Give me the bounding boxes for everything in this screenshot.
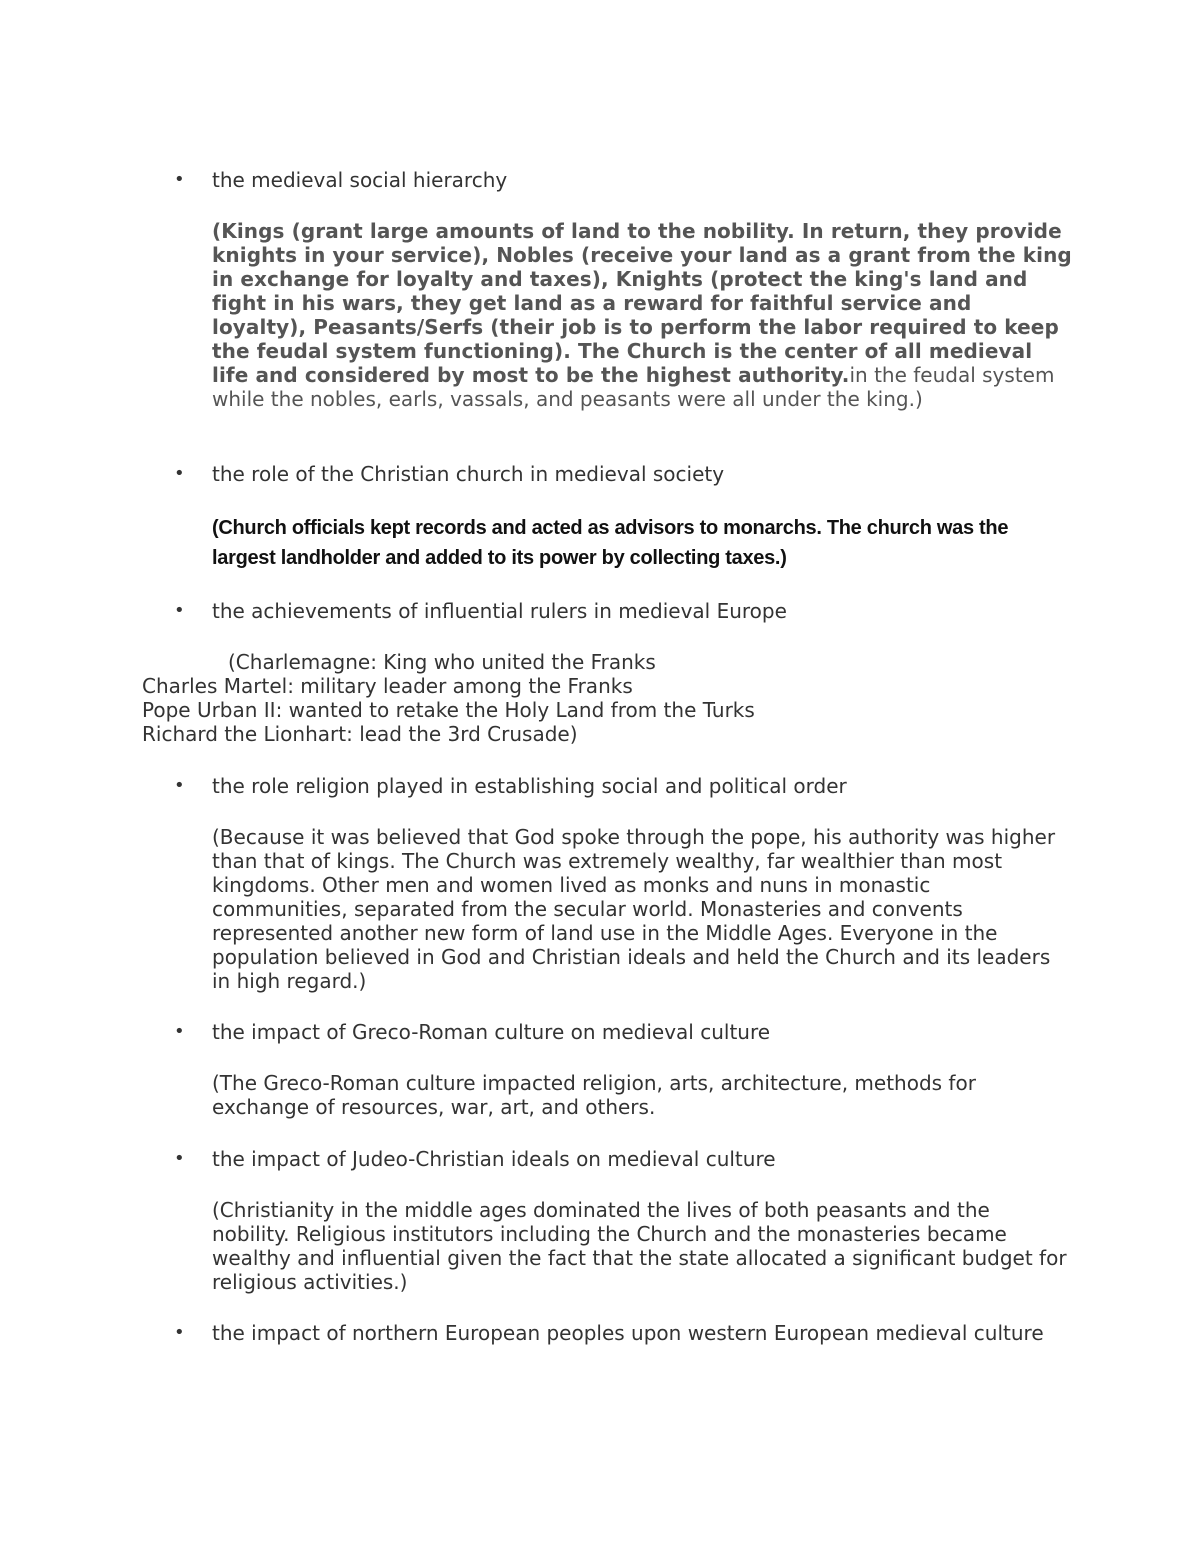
- topic-answer: (Church officials kept records and acted as advisors to monarchs. The church was the largest landholder and added to its power by collecting taxes.): [212, 517, 1009, 569]
- topic-answer: (Christianity in the middle ages dominated the lives of both peasants and the nobility. Religious institutors including the Church and the monasteries became wealthy and influential given the fact that the state allocated a significant budget for religious activities.): [212, 1198, 1067, 1294]
- rulers-list: [142, 650, 1042, 746]
- topic-answer: [212, 219, 1072, 411]
- topic-answer: (Because it was believed that God spoke through the pope, his authority was higher than that of kings. The Church was extremely wealthy, far wealthier than most kingdoms. Other men and women lived as monks and nuns in monastic communities, separated from the secular world. Monasteries and convents represented another new form of land use in the Middle Ages. Everyone in the population believed in God and Christian ideals and held the Church and its leaders in high regard.): [212, 825, 1056, 993]
- topic-heading: the role of the Christian church in medieval society: [212, 462, 725, 486]
- topic-heading: the achievements of influential rulers in medieval Europe: [212, 599, 787, 623]
- ruler-line: (Charlemagne: King who united the Franks: [228, 650, 656, 674]
- ruler-line: Pope Urban II: wanted to retake the Holy Land from the Turks: [142, 698, 755, 722]
- bullet-icon: •: [174, 775, 185, 796]
- bullet-icon: •: [174, 463, 185, 484]
- topic-heading: the impact of Judeo-Christian ideals on medieval culture: [212, 1147, 776, 1171]
- topic-heading: the impact of northern European peoples upon western European medieval culture: [212, 1321, 1044, 1345]
- topic-heading: the medieval social hierarchy: [212, 168, 508, 192]
- bullet-icon: •: [174, 1148, 185, 1169]
- topic-heading: the impact of Greco-Roman culture on medieval culture: [212, 1020, 771, 1044]
- answer-bold-text: (Kings (grant large amounts of land to the nobility. In return, they provide knights in your service), Nobles (receive your land as a grant from the king in exchange for loyalty and taxes), Knights (protect the king's land and fight in his wars, they get land as a reward for faithful service and loyalty), Peasants/Serfs (their job is to perform the labor required to keep the feudal system functioning). The Church is the center of all medieval life and considered by most to be the highest authority.: [212, 219, 1072, 387]
- bullet-icon: •: [174, 600, 185, 621]
- ruler-line: Richard the Lionhart: lead the 3rd Crusade): [142, 722, 578, 746]
- bullet-icon: •: [174, 1322, 185, 1343]
- topic-answer: (The Greco-Roman culture impacted religion, arts, architecture, methods for exchange of resources, war, art, and others.: [212, 1071, 976, 1119]
- bullet-icon: •: [174, 1021, 185, 1042]
- topic-heading: the role religion played in establishing social and political order: [212, 774, 847, 798]
- answer-plain-text: in the feudal system while the nobles, earls, vassals, and peasants were all under the king.): [212, 363, 1055, 411]
- ruler-line: Charles Martel: military leader among the Franks: [142, 674, 633, 698]
- bullet-icon: •: [174, 169, 185, 190]
